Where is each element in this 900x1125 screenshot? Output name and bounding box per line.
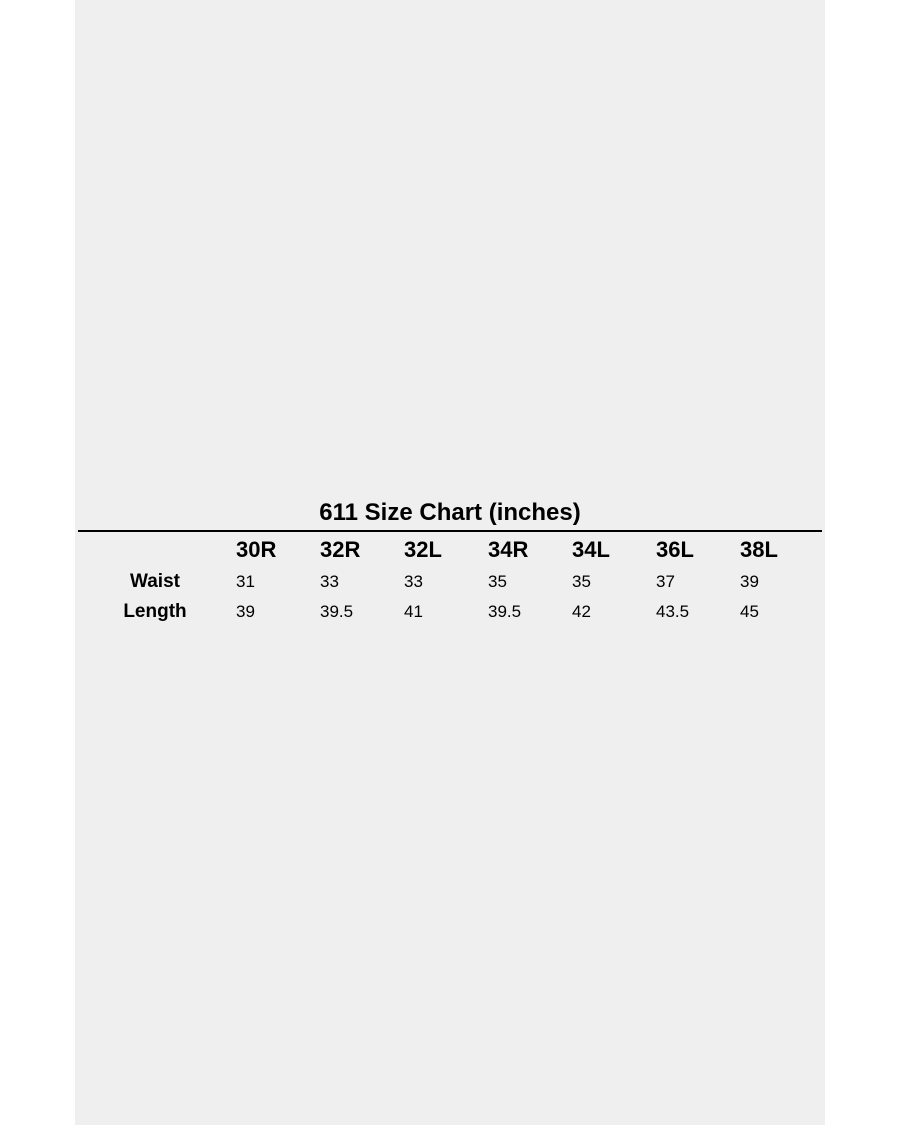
column-header-38l: 38L	[740, 537, 778, 562]
row-label-waist: Waist	[130, 571, 180, 592]
cell-length-34l: 42	[572, 602, 591, 621]
column-header-36l: 36L	[656, 537, 694, 562]
column-header-32l: 32L	[404, 537, 442, 562]
cell-waist-36l: 37	[656, 572, 675, 591]
column-header-34r: 34R	[488, 537, 529, 562]
column-header-30r: 30R	[236, 537, 277, 562]
header-rule	[78, 530, 822, 532]
row-label-length: Length	[123, 601, 187, 622]
cell-waist-30r: 31	[236, 572, 255, 591]
cell-waist-38l: 39	[740, 572, 759, 591]
cell-length-32l: 41	[404, 602, 423, 621]
column-header-34l: 34L	[572, 537, 610, 562]
chart-title: 611 Size Chart (inches)	[319, 499, 581, 526]
cell-waist-32r: 33	[320, 572, 339, 591]
cell-length-36l: 43.5	[656, 602, 690, 621]
cell-length-30r: 39	[236, 602, 255, 621]
size-chart-page	[75, 0, 825, 1125]
column-header-32r: 32R	[320, 537, 361, 562]
cell-length-34r: 39.5	[488, 602, 522, 621]
cell-waist-32l: 33	[404, 572, 423, 591]
cell-waist-34r: 35	[488, 572, 507, 591]
cell-length-38l: 45	[740, 602, 759, 621]
cell-waist-34l: 35	[572, 572, 591, 591]
cell-length-32r: 39.5	[320, 602, 354, 621]
